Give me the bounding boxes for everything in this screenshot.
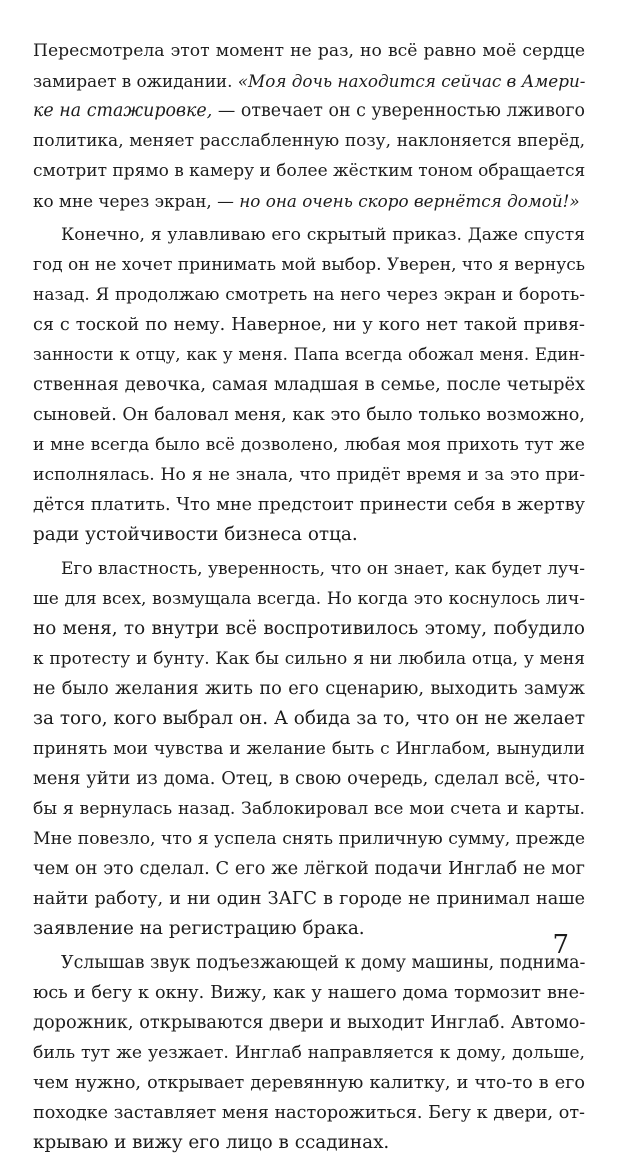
text-run: назад. Я продолжаю смотреть на него через экран и бороть-: [33, 285, 585, 305]
italic-quote-run: «Моя дочь находится сейчас в Амери-: [237, 71, 586, 91]
text-run: Его властность, уверенность, что он знает, как будет луч-: [61, 559, 585, 579]
text-line: [33, 554, 585, 584]
text-run: дорожник, открываются двери и выходит Инглаб. Автомо-: [33, 1012, 586, 1033]
text-line: [33, 220, 585, 250]
text-run: Услышав звук подъезжающей к дому машины, поднима-: [61, 953, 586, 973]
text-run: — отвечает он с уверенностью лживого: [212, 101, 585, 121]
text-line: [33, 460, 585, 490]
text-line: [33, 430, 585, 460]
paragraph-4: [33, 948, 585, 1158]
text-line: [33, 96, 585, 126]
text-run: смотрит прямо в камеру и более жёстким тоном обращается: [33, 161, 586, 181]
text-run: чем он это сделал. С его же лёгкой подачи Инглаб не мог: [33, 858, 585, 879]
paragraph-2: [33, 220, 585, 550]
text-run: но меня, то внутри всё воспротивилось этому, побудило: [33, 618, 585, 639]
text-line: [33, 156, 585, 186]
text-line: [33, 1068, 585, 1098]
text-line: [33, 734, 585, 764]
text-line: [33, 794, 585, 824]
text-line: [33, 340, 585, 370]
text-run: походке заставляет меня насторожиться. Бегу к двери, от-: [33, 1103, 585, 1123]
text-run: политика, меняет расслабленную позу, наклоняется вперёд,: [33, 131, 585, 151]
text-run: исполнялась. Но я не знала, что придёт время и за это при-: [33, 465, 585, 485]
text-run: заявление на регистрацию брака.: [33, 918, 365, 939]
text-line: [33, 250, 585, 280]
text-line: [33, 1128, 585, 1158]
text-run: и мне всегда было всё дозволено, любая моя прихоть тут же: [33, 435, 585, 455]
text-line: [33, 884, 585, 914]
text-run: к протесту и бунту. Как бы сильно я ни любила отца, у меня: [33, 649, 585, 669]
text-run: дётся платить. Что мне предстоит принести себя в жертву: [33, 495, 585, 515]
text-line: [33, 1038, 585, 1068]
text-run: чем нужно, открывает деревянную калитку, и что-то в его: [33, 1073, 585, 1093]
text-run: найти работу, и ни один ЗАГС в городе не принимал наше: [33, 889, 585, 909]
text-line: [33, 1098, 585, 1128]
text-line: [33, 978, 585, 1008]
text-run: меня уйти из дома. Отец, в свою очередь, сделал всё, что-: [33, 768, 585, 789]
text-line: [33, 36, 585, 66]
text-run: бы я вернулась назад. Заблокировал все мои счета и карты.: [33, 799, 585, 819]
text-run: Пересмотрела этот момент не раз, но всё равно моё сердце: [33, 41, 585, 61]
text-run: ше для всех, возмущала всегда. Но когда это коснулось лич-: [33, 589, 585, 609]
text-run: биль тут же уезжает. Инглаб направляется к дому, дольше,: [33, 1043, 585, 1063]
book-page-text: [33, 36, 585, 1158]
text-line: [33, 854, 585, 884]
text-run: ради устойчивости бизнеса отца.: [33, 524, 358, 545]
paragraph-1: [33, 36, 585, 216]
text-line: [33, 704, 585, 734]
text-line: [33, 186, 585, 216]
text-line: [33, 824, 585, 854]
text-line: [33, 674, 585, 704]
italic-quote-run: но она очень скоро вернётся домой!»: [239, 191, 580, 211]
page-number: 7: [552, 930, 569, 960]
text-run: Мне повезло, что я успела снять приличную сумму, прежде: [33, 829, 585, 849]
text-line: [33, 520, 585, 550]
text-line: [33, 370, 585, 400]
text-run: ственная девочка, самая младшая в семье, после четырёх: [33, 374, 585, 395]
text-line: [33, 614, 585, 644]
text-run: принять мои чувства и желание быть с Инглабом, вынудили: [33, 739, 585, 759]
text-run: ко мне через экран, —: [33, 191, 240, 211]
text-run: не было желания жить по его сценарию, выходить замуж: [33, 678, 585, 699]
text-line: [33, 280, 585, 310]
text-run: за того, кого выбрал он. А обида за то, что он не желает: [33, 708, 585, 729]
text-line: [33, 400, 585, 430]
text-line: [33, 490, 585, 520]
text-run: Конечно, я улавливаю его скрытый приказ. Даже спустя: [61, 225, 585, 245]
text-line: [33, 644, 585, 674]
text-run: год он не хочет принимать мой выбор. Уверен, что я вернусь: [33, 255, 585, 275]
text-line: [33, 1008, 585, 1038]
text-run: юсь и бегу к окну. Вижу, как у нашего дома тормозит вне-: [33, 983, 585, 1003]
text-line: [33, 764, 585, 794]
text-run: крываю и вижу его лицо в ссадинах.: [33, 1132, 390, 1153]
text-line: [33, 310, 585, 340]
text-line: [33, 584, 585, 614]
text-line: [33, 914, 585, 944]
text-run: сыновей. Он баловал меня, как это было только возможно,: [33, 405, 585, 425]
text-line: [33, 126, 585, 156]
paragraph-3: [33, 554, 585, 944]
text-run: ся с тоской по нему. Наверное, ни у кого нет такой привя-: [33, 315, 585, 335]
text-run: замирает в ожидании.: [33, 71, 238, 91]
italic-quote-run: ке на стажировке,: [33, 101, 213, 121]
text-line: [33, 66, 585, 96]
text-run: занности к отцу, как у меня. Папа всегда обожал меня. Един-: [33, 345, 585, 364]
text-line: [33, 948, 585, 978]
